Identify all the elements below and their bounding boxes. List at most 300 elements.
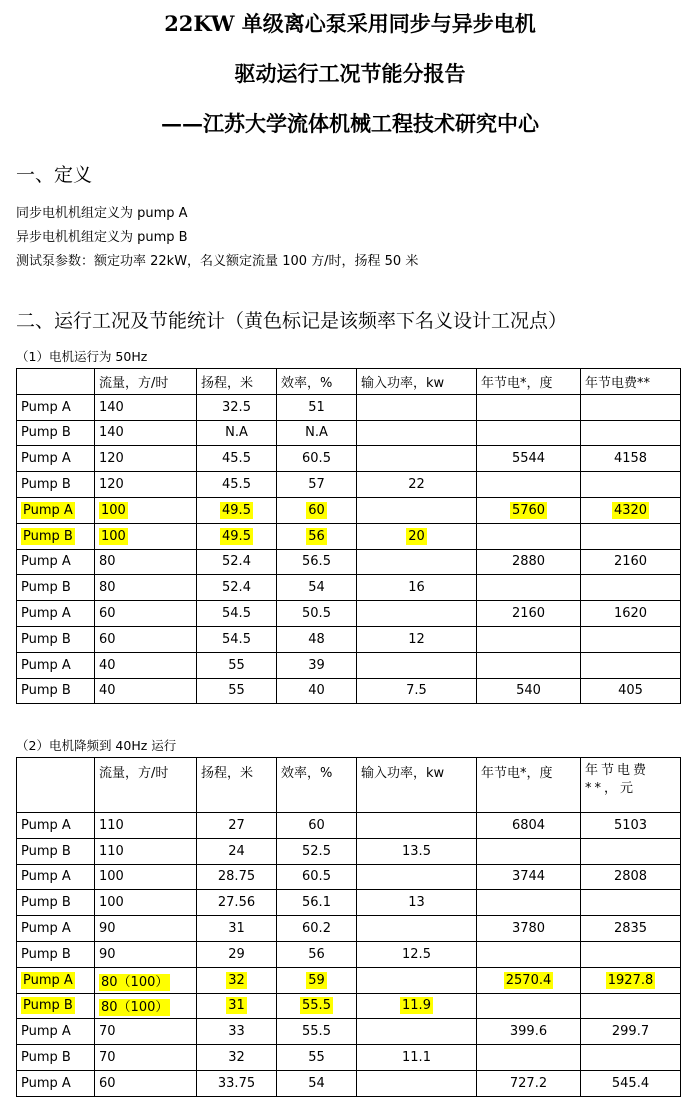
table-cell xyxy=(17,601,95,627)
table-row xyxy=(17,916,681,942)
header-cell: 效率，% xyxy=(277,758,357,813)
table-cell xyxy=(17,838,95,864)
cell-value: 57 xyxy=(308,477,325,493)
table-cell xyxy=(17,420,95,446)
table-cell xyxy=(17,497,95,523)
cell-value: 54 xyxy=(308,580,325,596)
table-cell xyxy=(357,678,477,704)
cell-value: 39 xyxy=(308,657,325,673)
cell-value: 110 xyxy=(99,843,124,859)
table-cell xyxy=(197,890,277,916)
table-cell xyxy=(477,890,581,916)
cell-value: Pump A xyxy=(21,657,71,673)
table-cell xyxy=(357,1045,477,1071)
table-cell xyxy=(357,394,477,420)
table-cell xyxy=(197,916,277,942)
table-cell xyxy=(477,1070,581,1096)
header-cell: 输入功率，kw xyxy=(357,369,477,395)
cell-value: 52.4 xyxy=(222,554,251,570)
cell-value: 3780 xyxy=(511,921,546,937)
table1-caption: （1）电机运行为 50Hz xyxy=(16,349,148,364)
cell-value: 45.5 xyxy=(222,477,251,493)
cell-value: 4320 xyxy=(613,502,648,518)
cell-value: 60 xyxy=(99,1075,116,1091)
cell-value: 100 xyxy=(101,528,126,544)
table-cell xyxy=(357,838,477,864)
cell-value: 55 xyxy=(228,657,245,673)
table-cell xyxy=(357,652,477,678)
table-cell xyxy=(17,575,95,601)
table-cell xyxy=(277,1070,357,1096)
table-cell xyxy=(17,1070,95,1096)
table-cell xyxy=(581,838,681,864)
table-row xyxy=(17,1045,681,1071)
table-cell xyxy=(95,1019,197,1045)
table-row xyxy=(17,394,681,420)
definition-pump-b: 异步电机机组定义为 pump B xyxy=(16,230,188,245)
test-pump-parameters: 测试泵参数：额定功率 22kW，名义额定流量 100 方/时，扬程 50 米 xyxy=(16,254,419,269)
table-cell xyxy=(17,394,95,420)
table-cell xyxy=(357,813,477,839)
table-cell xyxy=(477,838,581,864)
cell-value: 11.9 xyxy=(402,998,431,1014)
table-row xyxy=(17,941,681,967)
table-cell xyxy=(95,993,197,1019)
table-cell xyxy=(277,394,357,420)
table-cell xyxy=(357,967,477,993)
table-cell xyxy=(357,916,477,942)
table-cell xyxy=(197,601,277,627)
cell-value: 32 xyxy=(228,1050,245,1066)
table-cell xyxy=(357,993,477,1019)
cell-value: 27.56 xyxy=(217,895,256,911)
table-cell xyxy=(581,864,681,890)
cell-value: 55.5 xyxy=(302,1024,331,1040)
cell-value: 20 xyxy=(408,528,425,544)
table-cell xyxy=(277,575,357,601)
table-row xyxy=(17,813,681,839)
cell-value: 120 xyxy=(99,477,124,493)
header-cell: 输入功率，kw xyxy=(357,758,477,813)
cell-value: 100 xyxy=(99,869,124,885)
table-cell xyxy=(17,626,95,652)
cell-value: 90 xyxy=(99,921,116,937)
cell-value: 80（100） xyxy=(101,1000,169,1016)
table-cell xyxy=(477,941,581,967)
cell-value: 2835 xyxy=(613,921,648,937)
cell-value: 13.5 xyxy=(402,843,431,859)
cell-value: 2160 xyxy=(613,554,648,570)
cell-value: 299.7 xyxy=(611,1024,650,1040)
table-cell xyxy=(197,497,277,523)
table-cell xyxy=(581,1019,681,1045)
table-cell xyxy=(197,472,277,498)
table-cell xyxy=(477,420,581,446)
cell-value: 31 xyxy=(228,998,245,1014)
cell-value: 140 xyxy=(99,399,124,415)
cell-value: 5103 xyxy=(613,817,648,833)
cell-value: Pump B xyxy=(21,425,71,441)
table-cell xyxy=(277,549,357,575)
cell-value: Pump B xyxy=(23,528,73,544)
cell-value: 540 xyxy=(516,683,541,699)
cell-value: 2808 xyxy=(613,869,648,885)
table-cell xyxy=(17,472,95,498)
table-cell xyxy=(17,813,95,839)
table-cell xyxy=(477,601,581,627)
table-cell xyxy=(277,890,357,916)
table-cell xyxy=(357,575,477,601)
cell-value: 60 xyxy=(99,631,116,647)
table-cell xyxy=(477,1045,581,1071)
table-50hz xyxy=(16,368,681,704)
table-cell xyxy=(477,472,581,498)
table-cell xyxy=(357,601,477,627)
table-cell xyxy=(277,420,357,446)
table-cell xyxy=(477,523,581,549)
table-cell xyxy=(277,626,357,652)
cell-value: 33 xyxy=(228,1024,245,1040)
cell-value: 1620 xyxy=(613,606,648,622)
table-header-row xyxy=(17,758,681,813)
cell-value: 399.6 xyxy=(509,1024,548,1040)
table-cell xyxy=(197,420,277,446)
cell-value: 5760 xyxy=(511,502,546,518)
cell-value: 11.1 xyxy=(402,1050,431,1066)
cell-value: Pump A xyxy=(23,502,73,518)
table-cell xyxy=(197,967,277,993)
table-cell xyxy=(197,838,277,864)
table-cell xyxy=(17,1019,95,1045)
cell-value: 40 xyxy=(308,683,325,699)
table-cell xyxy=(277,813,357,839)
cell-value: 100 xyxy=(101,502,126,518)
table-cell xyxy=(95,864,197,890)
section2-heading: 二、运行工况及节能统计（黄色标记是该频率下名义设计工况点） xyxy=(16,310,568,332)
table-cell xyxy=(95,678,197,704)
cell-value: 3744 xyxy=(511,869,546,885)
cell-value: 120 xyxy=(99,451,124,467)
cell-value: 60 xyxy=(308,817,325,833)
cell-value: 56.5 xyxy=(302,554,331,570)
cell-value: Pump B xyxy=(21,895,71,911)
cell-value: 140 xyxy=(99,425,124,441)
table-cell xyxy=(357,1019,477,1045)
table-cell xyxy=(581,941,681,967)
table-cell xyxy=(581,652,681,678)
table-cell xyxy=(581,967,681,993)
table-row xyxy=(17,420,681,446)
table-cell xyxy=(477,864,581,890)
table-cell xyxy=(277,472,357,498)
cell-value: 80 xyxy=(99,580,116,596)
cell-value: 110 xyxy=(99,817,124,833)
cell-value: N.A xyxy=(305,425,328,441)
table-cell xyxy=(95,1070,197,1096)
cell-value: 48 xyxy=(308,631,325,647)
cell-value: 51 xyxy=(308,399,325,415)
cell-value: 31 xyxy=(228,921,245,937)
table-cell xyxy=(477,993,581,1019)
report-title-line2: 驱动运行工况节能分报告 xyxy=(234,61,466,86)
table-cell xyxy=(17,916,95,942)
table-cell xyxy=(95,523,197,549)
table-row xyxy=(17,497,681,523)
table-cell xyxy=(477,394,581,420)
cell-value: 12 xyxy=(408,631,425,647)
cell-value: 545.4 xyxy=(611,1075,650,1091)
cell-value: 59 xyxy=(308,972,325,988)
cell-value: 49.5 xyxy=(222,502,251,518)
table-cell xyxy=(581,497,681,523)
table-cell xyxy=(197,1019,277,1045)
cell-value: 80（100） xyxy=(101,974,169,990)
cell-value: 1927.8 xyxy=(607,972,654,988)
cell-value: Pump A xyxy=(21,451,71,467)
cell-value: 7.5 xyxy=(406,683,427,699)
cell-value: Pump A xyxy=(23,972,73,988)
table-cell xyxy=(95,890,197,916)
table-cell xyxy=(581,890,681,916)
table-row xyxy=(17,890,681,916)
cell-value: 33.75 xyxy=(217,1075,256,1091)
cell-value: 80 xyxy=(99,554,116,570)
table-cell xyxy=(17,523,95,549)
table-cell xyxy=(197,1045,277,1071)
table-cell xyxy=(277,993,357,1019)
table-cell xyxy=(477,967,581,993)
table-cell xyxy=(357,497,477,523)
cell-value: 55 xyxy=(228,683,245,699)
table-cell xyxy=(581,446,681,472)
cell-value: 56 xyxy=(308,528,325,544)
cell-value: 56.1 xyxy=(302,895,331,911)
cell-value: Pump A xyxy=(21,1024,71,1040)
table-cell xyxy=(581,601,681,627)
table-row xyxy=(17,575,681,601)
table-cell xyxy=(581,472,681,498)
table-cell xyxy=(197,575,277,601)
table-cell xyxy=(95,916,197,942)
header-cell: 效率，% xyxy=(277,369,357,395)
cell-value: 27 xyxy=(228,817,245,833)
table-cell xyxy=(477,549,581,575)
cell-value: 2880 xyxy=(511,554,546,570)
cell-value: Pump A xyxy=(21,606,71,622)
cell-value: 22 xyxy=(408,477,425,493)
cell-value: 13 xyxy=(408,895,425,911)
header-cell: 年节电费** xyxy=(581,369,681,395)
definition-pump-a: 同步电机机组定义为 pump A xyxy=(16,206,188,221)
cell-value: Pump A xyxy=(21,399,71,415)
table-cell xyxy=(95,813,197,839)
table-cell xyxy=(277,967,357,993)
cell-value: Pump B xyxy=(21,631,71,647)
table-cell xyxy=(197,941,277,967)
table-cell xyxy=(277,678,357,704)
header-cell: 年节电*，度 xyxy=(477,369,581,395)
table-cell xyxy=(581,993,681,1019)
cell-value: 50.5 xyxy=(302,606,331,622)
cell-value: 55 xyxy=(308,1050,325,1066)
table-cell xyxy=(357,941,477,967)
table2-caption: （2）电机降频到 40Hz 运行 xyxy=(16,738,177,753)
report-title-line1: 22KW 单级离心泵采用同步与异步电机 xyxy=(164,11,536,36)
cell-value: 32.5 xyxy=(222,399,251,415)
cell-value: 2570.4 xyxy=(505,972,552,988)
cell-value: 727.2 xyxy=(509,1075,548,1091)
table-cell xyxy=(477,813,581,839)
header-cell: 扬程，米 xyxy=(197,369,277,395)
table-cell xyxy=(581,1045,681,1071)
table-cell xyxy=(197,864,277,890)
table-cell xyxy=(17,941,95,967)
table-cell xyxy=(357,549,477,575)
table-cell xyxy=(581,916,681,942)
cell-value: 56 xyxy=(308,946,325,962)
cell-value: 90 xyxy=(99,946,116,962)
table-cell xyxy=(581,549,681,575)
report-title-line3: ——江苏大学流体机械工程技术研究中心 xyxy=(161,111,539,136)
table-cell xyxy=(277,864,357,890)
table-cell xyxy=(581,575,681,601)
table-cell xyxy=(95,601,197,627)
table-cell xyxy=(197,523,277,549)
cell-value: 4158 xyxy=(613,451,648,467)
cell-value: 405 xyxy=(618,683,643,699)
table-cell xyxy=(357,626,477,652)
table-cell xyxy=(17,890,95,916)
cell-value: 49.5 xyxy=(222,528,251,544)
table-cell xyxy=(357,446,477,472)
table-cell xyxy=(477,497,581,523)
table-cell xyxy=(95,838,197,864)
cell-value: Pump B xyxy=(21,580,71,596)
table-row xyxy=(17,967,681,993)
table-cell xyxy=(197,1070,277,1096)
table-cell xyxy=(95,967,197,993)
cell-value: 54 xyxy=(308,1075,325,1091)
cell-value: 60.5 xyxy=(302,451,331,467)
cell-value: 28.75 xyxy=(217,869,256,885)
table-cell xyxy=(197,626,277,652)
table-cell xyxy=(277,916,357,942)
table-cell xyxy=(95,394,197,420)
header-cell: 扬程，米 xyxy=(197,758,277,813)
table-cell xyxy=(581,813,681,839)
table-cell xyxy=(17,993,95,1019)
table-cell xyxy=(581,420,681,446)
table-cell xyxy=(357,1070,477,1096)
cell-value: 60.5 xyxy=(302,869,331,885)
table-row xyxy=(17,1019,681,1045)
table-cell xyxy=(17,549,95,575)
cell-value: 54.5 xyxy=(222,631,251,647)
table-row xyxy=(17,601,681,627)
cell-value: 5544 xyxy=(511,451,546,467)
table-row xyxy=(17,1070,681,1096)
table-row xyxy=(17,626,681,652)
table-cell xyxy=(95,549,197,575)
table-cell xyxy=(95,626,197,652)
table-row xyxy=(17,678,681,704)
table-cell xyxy=(95,575,197,601)
table-cell xyxy=(277,497,357,523)
cell-value: Pump A xyxy=(21,869,71,885)
table-cell xyxy=(581,678,681,704)
cell-value: 6804 xyxy=(511,817,546,833)
cell-value: 60 xyxy=(99,606,116,622)
table-cell xyxy=(581,1070,681,1096)
cell-value: Pump B xyxy=(23,998,73,1014)
section1-heading: 一、定义 xyxy=(16,164,93,186)
header-cell: 年节电费**，元 xyxy=(581,758,681,813)
header-cell: 流量，方/时 xyxy=(95,369,197,395)
table-row xyxy=(17,838,681,864)
table-cell xyxy=(477,446,581,472)
table-cell xyxy=(581,626,681,652)
table-cell xyxy=(477,575,581,601)
cell-value: Pump B xyxy=(21,946,71,962)
table-cell xyxy=(197,813,277,839)
table-cell xyxy=(95,420,197,446)
cell-value: 70 xyxy=(99,1024,116,1040)
table-cell xyxy=(477,652,581,678)
cell-value: 40 xyxy=(99,683,116,699)
table-cell xyxy=(95,652,197,678)
table-cell xyxy=(277,1019,357,1045)
header-cell: 流量，方/时 xyxy=(95,758,197,813)
table-cell xyxy=(95,472,197,498)
table-row xyxy=(17,549,681,575)
table-cell xyxy=(17,446,95,472)
table-row xyxy=(17,864,681,890)
cell-value: 40 xyxy=(99,657,116,673)
table-row xyxy=(17,993,681,1019)
table-cell xyxy=(357,864,477,890)
table-cell xyxy=(477,678,581,704)
table-cell xyxy=(277,1045,357,1071)
cell-value: Pump B xyxy=(21,477,71,493)
cell-value: 52.5 xyxy=(302,843,331,859)
table-cell xyxy=(357,890,477,916)
table-cell xyxy=(95,446,197,472)
cell-value: 32 xyxy=(228,972,245,988)
table-cell xyxy=(477,916,581,942)
cell-value: 54.5 xyxy=(222,606,251,622)
table-cell xyxy=(197,652,277,678)
cell-value: Pump A xyxy=(21,921,71,937)
table-cell xyxy=(477,1019,581,1045)
table-cell xyxy=(277,446,357,472)
cell-value: 70 xyxy=(99,1050,116,1066)
table-cell xyxy=(357,472,477,498)
table-row xyxy=(17,446,681,472)
table-cell xyxy=(357,420,477,446)
table-cell xyxy=(197,446,277,472)
table-cell xyxy=(581,523,681,549)
table-row xyxy=(17,472,681,498)
table-cell xyxy=(17,678,95,704)
cell-value: 12.5 xyxy=(402,946,431,962)
cell-value: 2160 xyxy=(511,606,546,622)
table-row xyxy=(17,523,681,549)
table-cell xyxy=(197,394,277,420)
cell-value: Pump B xyxy=(21,683,71,699)
table-cell xyxy=(197,678,277,704)
table-cell xyxy=(95,1045,197,1071)
table-row xyxy=(17,652,681,678)
